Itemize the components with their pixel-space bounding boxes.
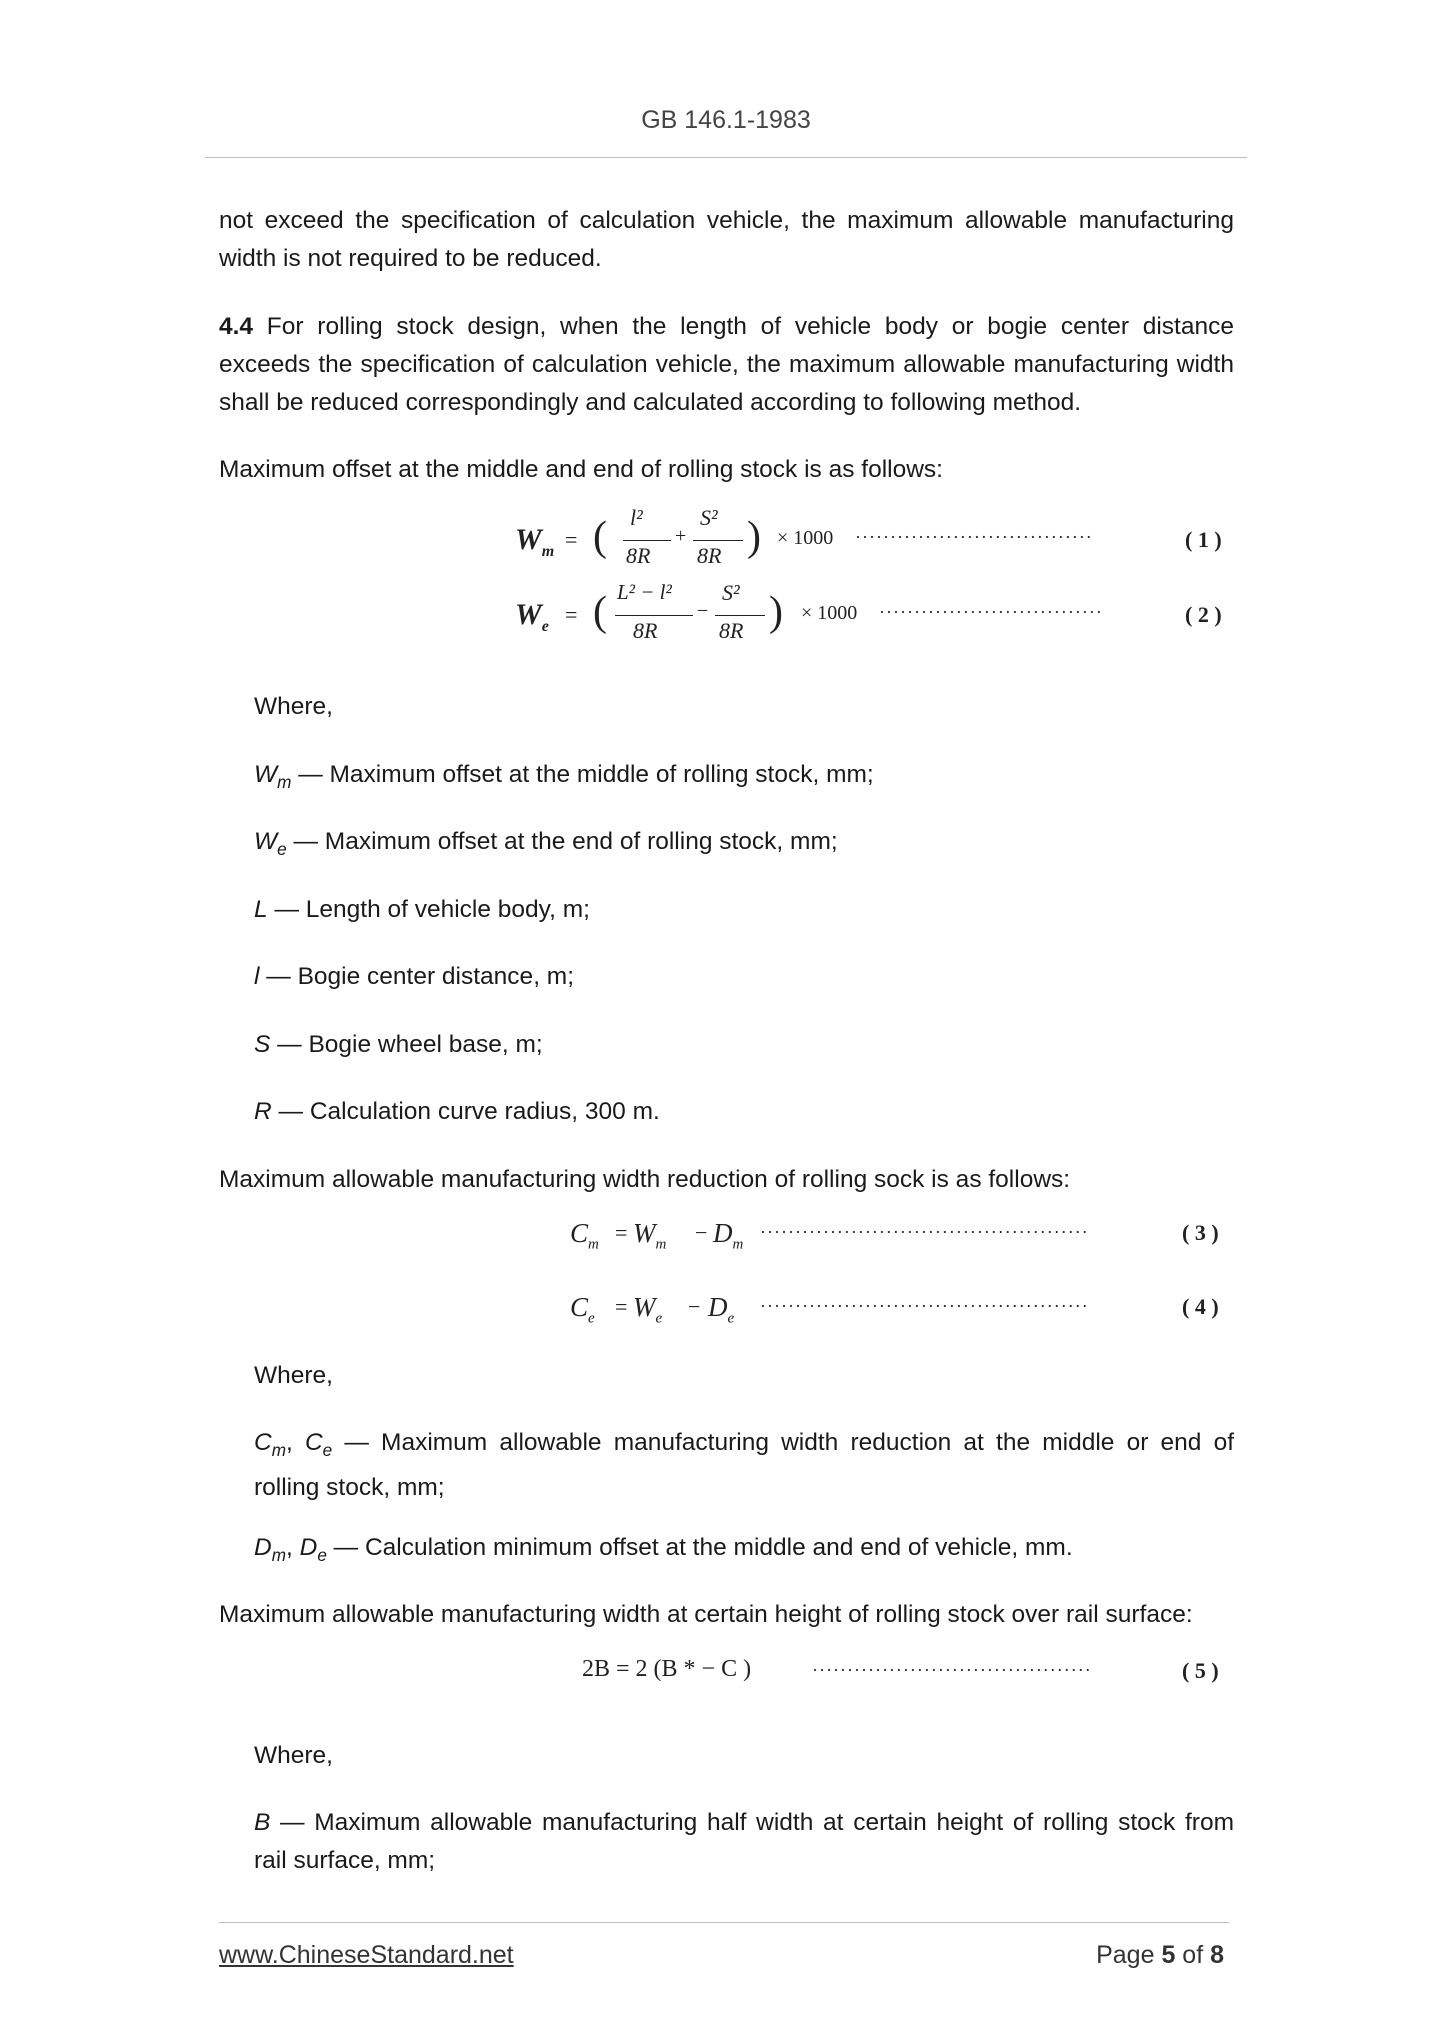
symbol-wm: $W_m$ bbox=[254, 761, 292, 792]
header-divider bbox=[205, 157, 1247, 158]
formula-1 bbox=[515, 505, 1235, 575]
formula-4-minus: − bbox=[688, 1294, 701, 1319]
formula-1-lhs: $W_m$ bbox=[515, 523, 555, 560]
where-label-1: Where, bbox=[254, 693, 333, 720]
paragraph-4-4 bbox=[219, 308, 1234, 422]
definition-dm-de bbox=[254, 1529, 1234, 1574]
symbol-separator: , bbox=[285, 1429, 305, 1456]
formula-5 bbox=[582, 1654, 1235, 1694]
definition-we bbox=[254, 823, 1234, 868]
formula-3-w: $W_m$ bbox=[633, 1218, 667, 1253]
definition-l-upper-text: — Length of vehicle body, m; bbox=[267, 896, 590, 923]
paragraph-reduction-intro: Maximum allowable manufacturing width reduction of rolling sock is as follows: bbox=[219, 1166, 1071, 1193]
clause-text: For rolling stock design, when the length of vehicle body or bogie center distance exceeds the specification of calculation vehicle, the maximum allowable manufacturing width shall be reduced correspondingly and calculated according to following method. bbox=[219, 313, 1234, 416]
definition-wm-text: — Maximum offset at the middle of rolling stock, mm; bbox=[291, 761, 874, 788]
formula-3-minus: − bbox=[695, 1220, 708, 1245]
formula-4-number: ( 4 ) bbox=[1182, 1294, 1219, 1319]
symbol-b: B bbox=[254, 1809, 271, 1836]
formula-3-d: $D_m$ bbox=[713, 1218, 744, 1253]
definition-s-text: — Bogie wheel base, m; bbox=[270, 1031, 543, 1058]
where-label-3: Where, bbox=[254, 1742, 333, 1769]
formula-5-number: ( 5 ) bbox=[1182, 1658, 1219, 1683]
definition-r-text: — Calculation curve radius, 300 m. bbox=[271, 1098, 660, 1125]
definition-dm-de-text: — Calculation minimum offset at the middle and end of vehicle, mm. bbox=[326, 1534, 1073, 1561]
formula-2-op: − bbox=[697, 600, 709, 622]
definition-b bbox=[254, 1804, 1234, 1880]
formula-2-fraction-bar-1 bbox=[615, 615, 693, 616]
formula-2 bbox=[515, 580, 1235, 650]
formula-2-num2: S² bbox=[722, 580, 740, 605]
formula-4-leader-dots: ··············································· bbox=[760, 1296, 1089, 1316]
formula-2-den2: 8R bbox=[719, 618, 744, 643]
page-current: 5 bbox=[1161, 1941, 1176, 1969]
definition-l-upper bbox=[254, 891, 1234, 929]
formula-2-num1: L² − l² bbox=[617, 580, 672, 604]
formula-1-multiplier: × 1000 bbox=[777, 527, 834, 549]
formula-4-d: $D_e$ bbox=[708, 1292, 735, 1327]
page-of: of bbox=[1175, 1941, 1211, 1969]
formula-1-num2: S² bbox=[700, 505, 718, 530]
paragraph-width-intro: Maximum allowable manufacturing width at certain height of rolling stock over rail surface: bbox=[219, 1601, 1193, 1628]
formula-1-num1: l² bbox=[630, 505, 643, 530]
definition-cm-ce-text: — Maximum allowable manufacturing width reduction at the middle or end of rolling stock, mm; bbox=[254, 1429, 1235, 1501]
formula-1-number: ( 1 ) bbox=[1185, 527, 1222, 552]
symbol-separator: , bbox=[285, 1534, 300, 1561]
formula-1-fraction-bar-1 bbox=[623, 540, 671, 541]
formula-1-fraction-bar-2 bbox=[693, 540, 743, 541]
formula-1-den1: 8R bbox=[626, 543, 651, 568]
formula-4-lhs: $C_e$ bbox=[570, 1292, 595, 1327]
page-prefix: Page bbox=[1096, 1941, 1162, 1969]
formula-1-open-paren: ( bbox=[593, 514, 607, 560]
definition-s bbox=[254, 1026, 1234, 1064]
symbol-r: R bbox=[254, 1098, 272, 1125]
formula-2-lhs: $W_e$ bbox=[515, 598, 549, 635]
definition-b-text: — Maximum allowable manufacturing half width at certain height of rolling stock from rail surface, mm; bbox=[254, 1809, 1234, 1874]
symbol-l-lower: l bbox=[254, 963, 260, 990]
formula-1-den2: 8R bbox=[697, 543, 722, 568]
formula-2-fraction-bar-2 bbox=[715, 615, 765, 616]
formula-3-lhs: $C_m$ bbox=[570, 1218, 599, 1253]
definition-we-text: — Maximum offset at the end of rolling stock, mm; bbox=[286, 828, 838, 855]
formula-2-den1: 8R bbox=[633, 618, 658, 643]
formula-3-eq: = bbox=[615, 1220, 628, 1245]
formula-5-expression: 2B = 2 (B * − C ) bbox=[582, 1656, 752, 1682]
formula-3-leader-dots: ··············································· bbox=[760, 1222, 1089, 1242]
formula-5-leader-dots: ········································ bbox=[812, 1660, 1092, 1680]
formula-2-open-paren: ( bbox=[593, 589, 607, 635]
symbol-cm: $C_m$ bbox=[254, 1429, 286, 1460]
symbol-s: S bbox=[254, 1031, 271, 1058]
footer-website-link[interactable]: www.ChineseStandard.net bbox=[219, 1941, 514, 1969]
symbol-dm: $D_m$ bbox=[254, 1534, 286, 1565]
formula-1-close-paren: ) bbox=[747, 514, 761, 560]
formula-1-op: + bbox=[675, 525, 687, 547]
page-header-title: GB 146.1-1983 bbox=[641, 106, 811, 134]
formula-1-eq: = bbox=[565, 527, 578, 552]
where-label-2: Where, bbox=[254, 1362, 333, 1389]
formula-3 bbox=[570, 1214, 1235, 1258]
clause-number: 4.4 bbox=[219, 313, 254, 340]
symbol-ce: $C_e$ bbox=[304, 1429, 333, 1460]
definition-cm-ce bbox=[254, 1424, 1234, 1507]
footer-page-indicator bbox=[1096, 1941, 1224, 1970]
definition-r bbox=[254, 1093, 1234, 1131]
formula-1-leader-dots: ·································· bbox=[855, 527, 1093, 547]
symbol-de: $D_e$ bbox=[299, 1534, 327, 1565]
formula-2-close-paren: ) bbox=[769, 589, 783, 635]
paragraph-offset-intro: Maximum offset at the middle and end of rolling stock is as follows: bbox=[219, 456, 943, 483]
footer-divider bbox=[219, 1922, 1229, 1923]
formula-3-number: ( 3 ) bbox=[1182, 1220, 1219, 1245]
formula-2-eq: = bbox=[565, 602, 578, 627]
formula-4-eq: = bbox=[615, 1294, 628, 1319]
symbol-we: $W_e$ bbox=[254, 828, 287, 859]
definition-wm bbox=[254, 756, 1234, 801]
formula-2-leader-dots: ································ bbox=[879, 602, 1103, 622]
definition-l-lower bbox=[254, 958, 1234, 996]
symbol-l-upper: L bbox=[254, 896, 268, 923]
definition-l-lower-text: — Bogie center distance, m; bbox=[259, 963, 575, 990]
page-total: 8 bbox=[1210, 1941, 1224, 1969]
formula-2-multiplier: × 1000 bbox=[801, 602, 858, 624]
formula-2-number: ( 2 ) bbox=[1185, 602, 1222, 627]
paragraph-continuation: not exceed the specification of calculation vehicle, the maximum allowable manufacturing width is not required to be reduced. bbox=[219, 207, 1234, 272]
formula-4-w: $W_e$ bbox=[633, 1292, 663, 1327]
formula-4 bbox=[570, 1288, 1235, 1332]
